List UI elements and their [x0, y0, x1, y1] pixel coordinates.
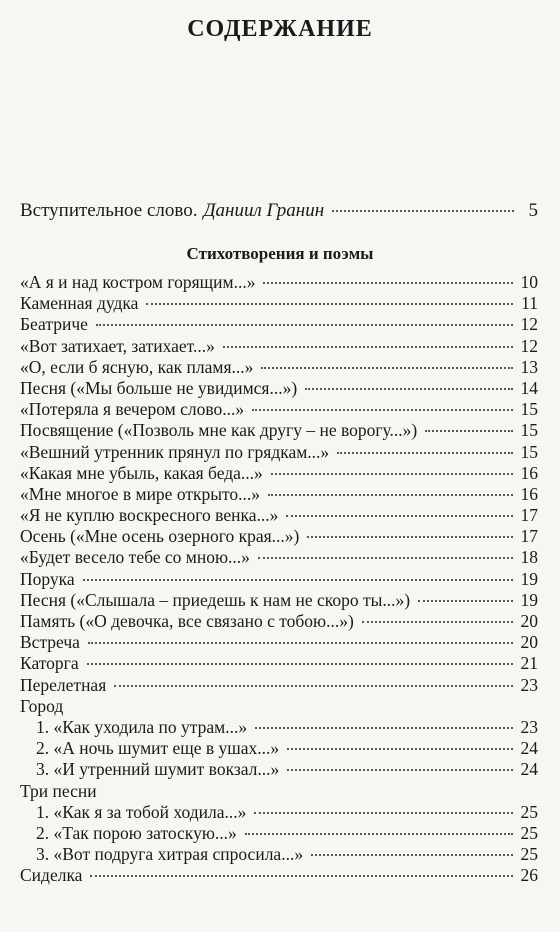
toc-entry-title: 1. «Как я за тобой ходила...»: [36, 801, 247, 822]
toc-entry-title: «Будет весело тебе со мною...»: [20, 547, 250, 568]
dot-leader: [146, 303, 513, 305]
toc-page-number: 15: [520, 441, 538, 462]
intro-page-number: 5: [528, 200, 538, 221]
toc-entry: [20, 293, 538, 314]
toc-entry-title: Встреча: [20, 632, 80, 653]
dot-leader: [223, 346, 513, 348]
toc-page-number: 26: [520, 865, 538, 886]
toc-entry-title: Порука: [20, 568, 75, 589]
toc-page-number: 15: [520, 399, 538, 420]
toc-entry-title: Беатриче: [20, 314, 88, 335]
toc-entry: [20, 505, 538, 526]
dot-leader: [254, 812, 512, 814]
toc-page-number: 24: [520, 759, 538, 780]
toc-page-number: 25: [520, 801, 538, 822]
dot-leader: [245, 833, 513, 835]
toc-entry-title: «Вот затихает, затихает...»: [20, 335, 215, 356]
toc-entry: [20, 759, 538, 780]
toc-entry: [20, 547, 538, 568]
page-title: СОДЕРЖАНИЕ: [187, 16, 373, 42]
toc-entry-title: Память («О девочка, все связано с тобою...»): [20, 611, 354, 631]
dot-leader: [114, 685, 512, 687]
toc-entry: [20, 675, 538, 696]
dot-leader: [305, 388, 512, 390]
dot-leader: [252, 409, 512, 411]
toc-entry-title: Перелетная: [20, 674, 107, 695]
toc-entry-title: Три песни: [20, 780, 97, 801]
intro-text: Вступительное слово.: [20, 200, 198, 221]
toc-page-number: 23: [520, 716, 538, 737]
toc-page-number: 20: [520, 632, 538, 653]
toc-entry: [20, 653, 538, 674]
toc-entry: [20, 526, 538, 547]
toc-entry: [20, 357, 538, 378]
toc-page-number: 20: [520, 611, 538, 631]
toc-entry-title: Сиделка: [20, 865, 83, 886]
toc-entry: [20, 717, 538, 738]
toc-entry: [20, 463, 538, 484]
toc-entry: [20, 802, 538, 823]
toc-entry-title: Песня («Мы больше не увидимся...»): [20, 377, 298, 398]
toc-entry: [20, 272, 538, 293]
dot-leader: [87, 663, 513, 665]
dot-leader: [263, 282, 512, 284]
toc-page-number: 19: [520, 568, 538, 589]
toc-page-number: 19: [520, 589, 538, 610]
dot-leader: [90, 875, 512, 877]
toc-entry: [20, 590, 538, 611]
dot-leader: [271, 473, 513, 475]
intro-entry: [20, 200, 538, 222]
dot-leader: [255, 727, 512, 729]
dot-leader: [287, 748, 512, 750]
toc-entry-title: Посвящение («Позволь мне как другу – не ворогу...»): [20, 420, 418, 441]
toc-page-number: 17: [520, 505, 538, 526]
toc-page-number: 23: [520, 674, 538, 695]
toc-entry-title: Песня («Слышала – приедешь к нам не скоро ты...»): [20, 589, 411, 610]
toc-entry: [20, 399, 538, 420]
toc-entry-title: «Вешний утренник прянул по грядкам...»: [20, 441, 330, 462]
dot-leader: [425, 430, 512, 432]
toc-entry: [20, 378, 538, 399]
toc-entry: [20, 611, 538, 632]
toc-page-number: 18: [520, 547, 538, 568]
toc-entry-title: 1. «Как уходила по утрам...»: [36, 716, 248, 737]
section-heading: Стихотворения и поэмы: [186, 244, 374, 263]
toc-page-number: 11: [521, 293, 538, 314]
toc-page-number: 10: [520, 272, 538, 292]
toc-entry: [20, 336, 538, 357]
toc-entry: [20, 632, 538, 653]
toc-entry: [20, 738, 538, 759]
dot-leader: [332, 210, 514, 212]
dot-leader: [258, 557, 513, 559]
toc-page-number: 13: [520, 356, 538, 377]
dot-leader: [88, 642, 513, 644]
toc-entry-title: «Мне многое в мире открыто...»: [20, 483, 261, 504]
toc-page-number: 12: [520, 314, 538, 335]
toc-entry-title: 2. «Так порою затоскую...»: [36, 822, 237, 843]
toc-entry: [20, 314, 538, 335]
toc-entry-title: Каторга: [20, 653, 79, 674]
dot-leader: [286, 515, 512, 517]
toc-entry: [20, 420, 538, 441]
toc-entry-title: 3. «Вот подруга хитрая спросила...»: [36, 844, 304, 865]
toc-page-number: 21: [520, 653, 538, 674]
dot-leader: [337, 452, 512, 454]
toc-entry-title: «О, если б ясную, как пламя...»: [20, 356, 254, 377]
toc-entry-title: 3. «И утренний шумит вокзал...»: [36, 759, 280, 780]
toc-entry: [20, 781, 538, 802]
toc-page-number: 12: [520, 335, 538, 356]
toc-entry: [20, 484, 538, 505]
dot-leader: [261, 367, 512, 369]
toc-entry: [20, 442, 538, 463]
dot-leader: [418, 600, 512, 602]
dot-leader: [96, 324, 513, 326]
toc-entry-title: «Какая мне убыль, какая беда...»: [20, 462, 263, 483]
dot-leader: [268, 494, 512, 496]
intro-author: Даниил Гранин: [203, 200, 325, 221]
toc-list: [20, 272, 538, 886]
toc-entry-title: 2. «А ночь шумит еще в ушах...»: [36, 738, 280, 759]
toc-page-number: 16: [520, 462, 538, 483]
toc-entry-title: «А я и над костром горящим...»: [20, 272, 256, 292]
dot-leader: [362, 621, 513, 623]
toc-page-number: 24: [520, 738, 538, 759]
toc-page-number: 25: [520, 844, 538, 865]
toc-entry: [20, 844, 538, 865]
toc-entry-title: «Я не куплю воскресного венка...»: [20, 505, 279, 526]
toc-entry-title: Город: [20, 695, 64, 716]
toc-page-number: 25: [520, 822, 538, 843]
dot-leader: [287, 769, 512, 771]
toc-page-number: 15: [520, 420, 538, 441]
dot-leader: [83, 579, 513, 581]
toc-entry-title: «Потеряла я вечером слово...»: [20, 399, 245, 420]
toc-page-number: 14: [520, 377, 538, 398]
toc-entry: [20, 696, 538, 717]
toc-entry: [20, 569, 538, 590]
toc-entry-title: Каменная дудка: [20, 293, 139, 314]
toc-entry: [20, 823, 538, 844]
dot-leader: [307, 536, 512, 538]
toc-entry-title: Осень («Мне осень озерного края...»): [20, 526, 300, 547]
toc-page-number: 16: [520, 483, 538, 504]
dot-leader: [311, 854, 512, 856]
toc-entry: [20, 865, 538, 886]
toc-page-number: 17: [520, 526, 538, 547]
